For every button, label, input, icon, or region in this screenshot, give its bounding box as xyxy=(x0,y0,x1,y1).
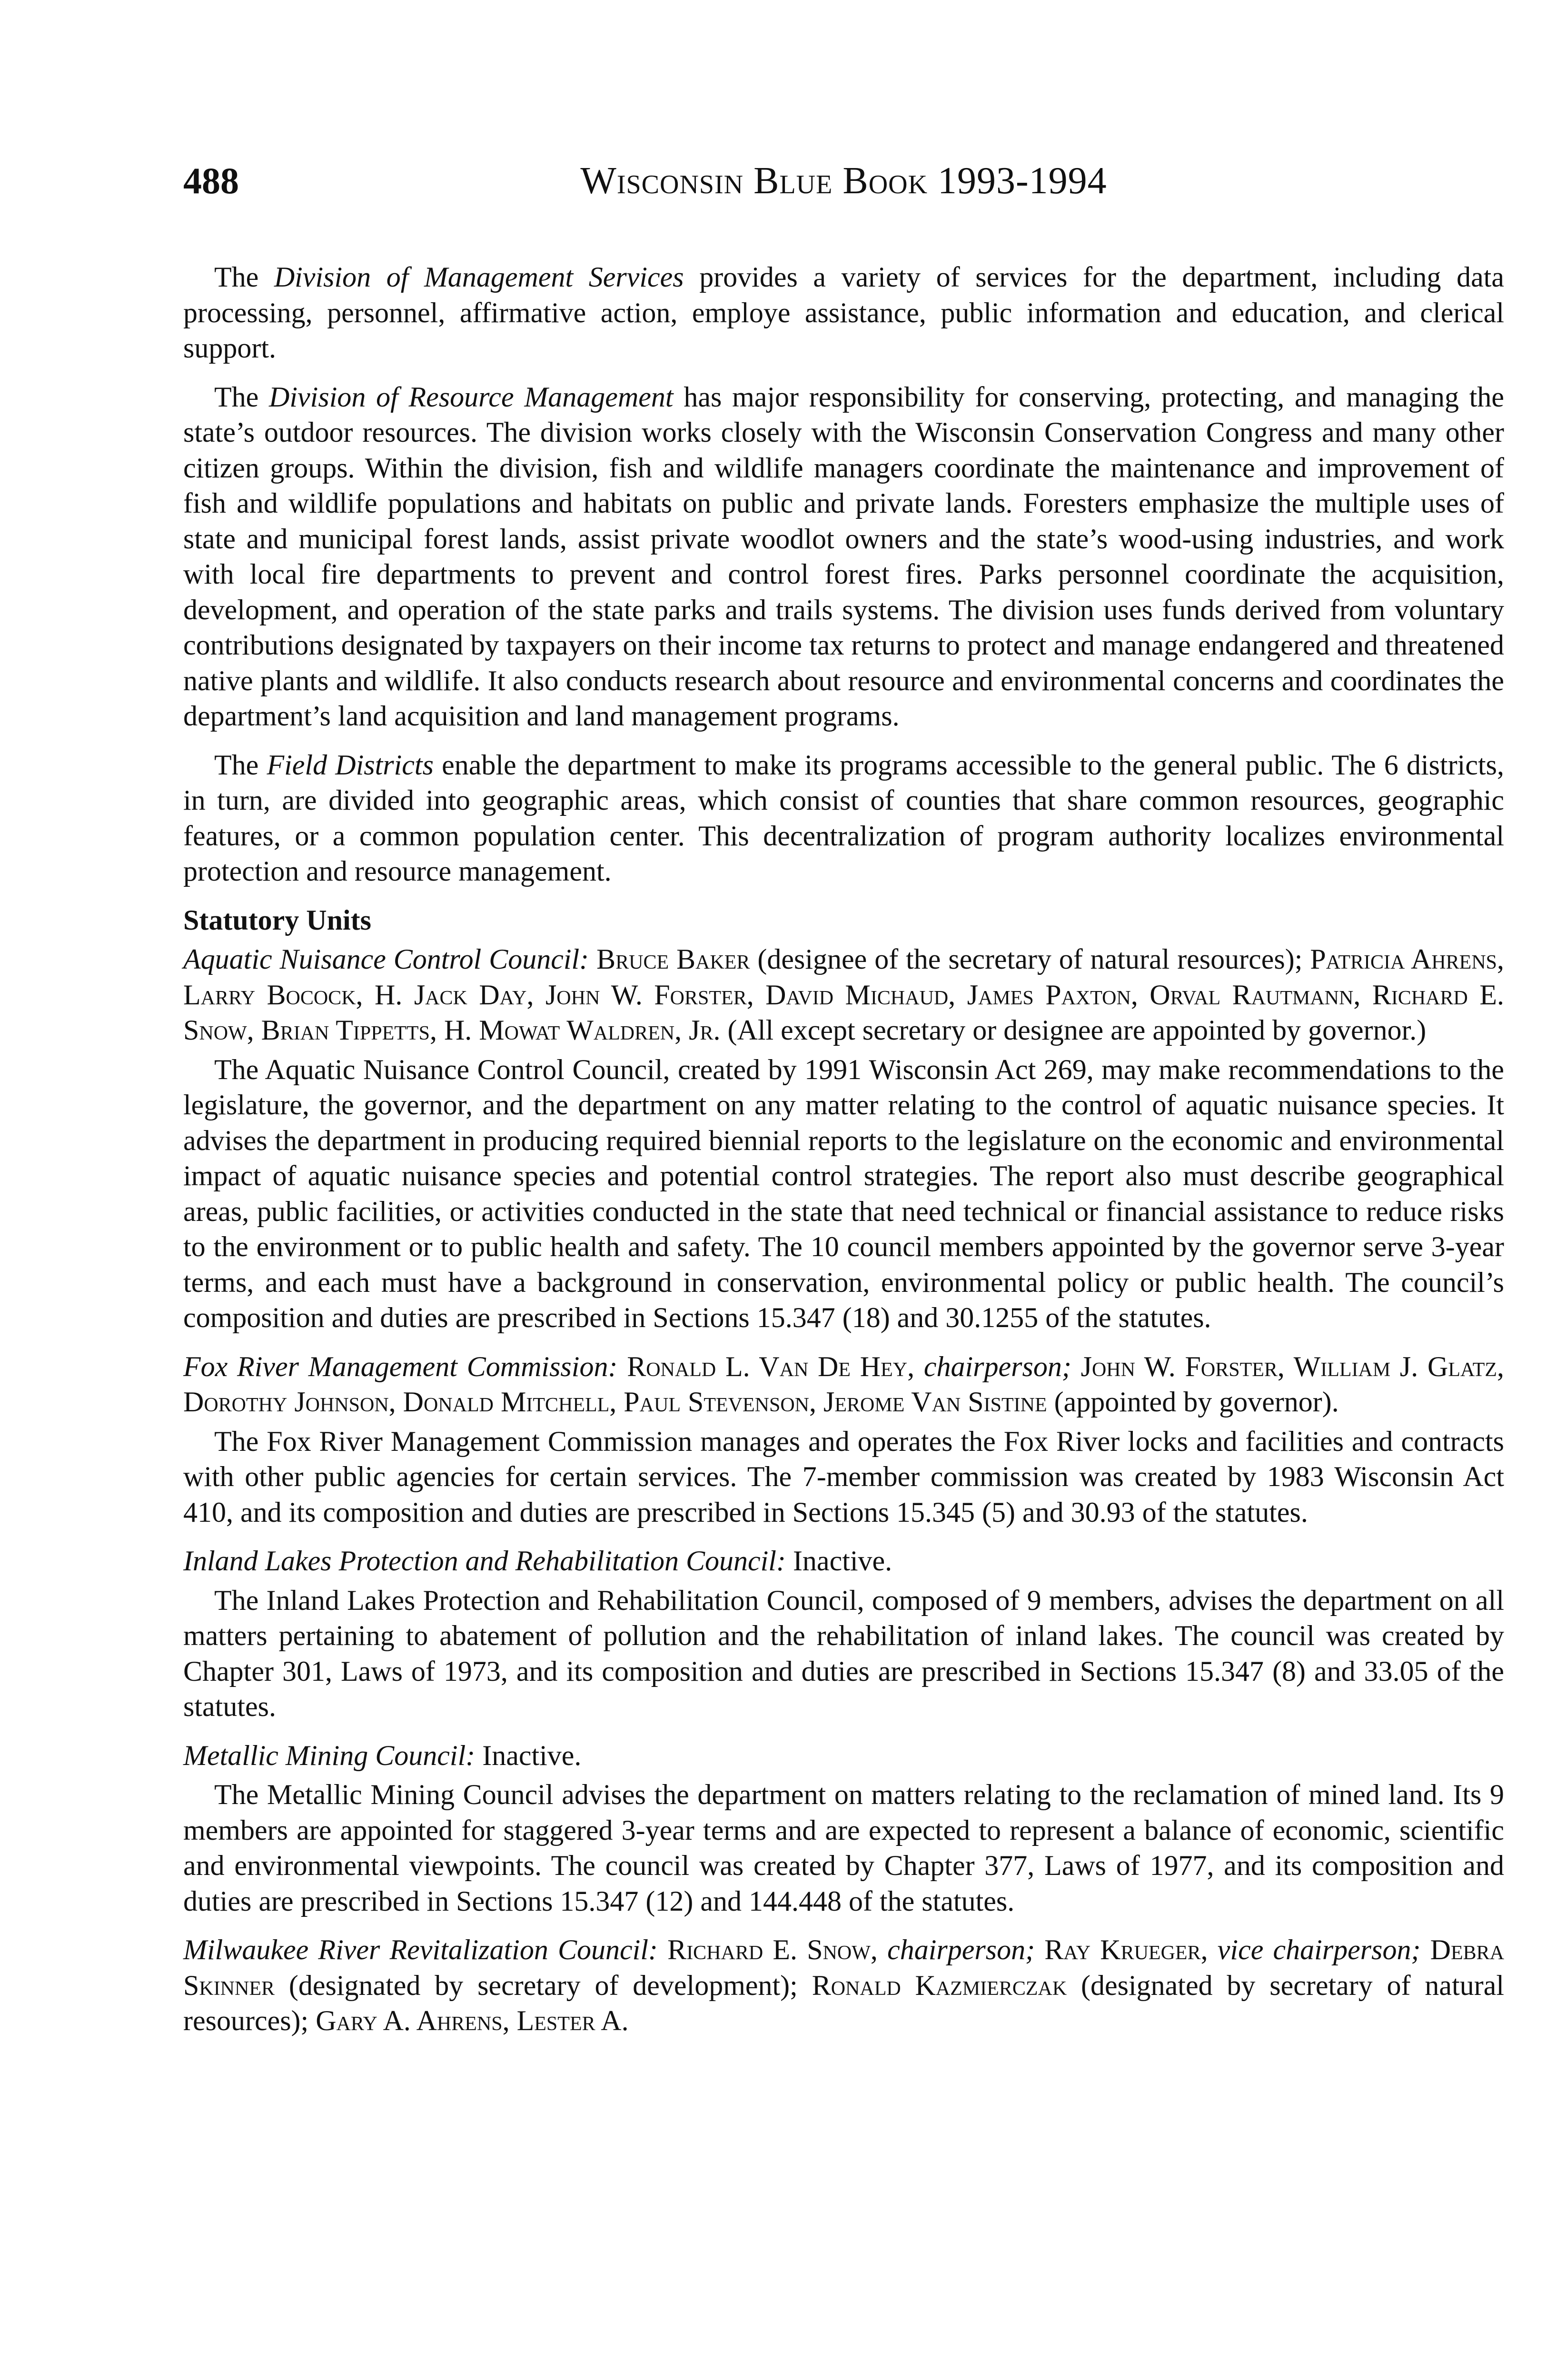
paragraph-text: enable the department to make its programs accessible to the general public. The 6 districts, in turn, are divided into geographic areas, which consist of counties that share common resources, geographic features, or a common population center. This decentralization of program authority localizes environmental protection and resource management. xyxy=(183,749,1505,887)
unit-member: Ronald Kazmierczak xyxy=(812,1969,1067,2001)
unit-member-note: (designated by secretary of natural resources); xyxy=(183,1969,1505,2036)
unit-members: Patricia Ahrens, Larry Bocock, H. Jack Day, John W. Forster, David Michaud, James Paxton, Orval Rautmann, Richard E. Snow, Brian Tippetts, H. Mowat Waldren, Jr. xyxy=(183,943,1505,1046)
division-name: Division of Resource Management xyxy=(269,381,674,413)
unit-name: Milwaukee River Revitalization Council: xyxy=(183,1934,658,1965)
paragraph-text: provides a variety of services for the department, including data processing, personnel, affirmative action, employe assistance, public information and education, and clerical support. xyxy=(183,261,1504,364)
unit-name: Fox River Management Commission: xyxy=(183,1350,618,1382)
unit-aquatic-header xyxy=(183,942,1504,1048)
unit-milwaukee-header xyxy=(183,1932,1504,2039)
unit-status: Inactive. xyxy=(482,1739,582,1771)
unit-metallic-header xyxy=(183,1738,1504,1774)
unit-inland-description: The Inland Lakes Protection and Rehabilitation Council, composed of 9 members, advises the department on all matters pertaining to abatement of pollution and the rehabilitation of inland lakes. The council was created by Chapter 301, Laws of 1973, and its composition and duties are prescribed in Sections 15.347 (8) and 33.05 of the statutes. xyxy=(183,1584,1504,1722)
unit-fox-header xyxy=(183,1349,1504,1420)
paragraph-resource-management xyxy=(183,379,1504,734)
unit-aquatic-description: The Aquatic Nuisance Control Council, created by 1991 Wisconsin Act 269, may make recommendations to the legislature, the governor, and the department on any matter relating to the control of aquatic nuisance species. It advises the department in producing required biennial reports to the legislature on the economic and environmental impact of aquatic nuisance species and potential control strategies. The report also must describe geographical areas, public facilities, or activities conducted in the state that need technical or financial assistance to reduce risks to the environment or to public health and safety. The 10 council members appointed by the governor serve 3-year terms, and each must have a background in conservation, environmental policy or public health. The council’s composition and duties are prescribed in Sections 15.347 (18) and 30.1255 of the statutes. xyxy=(183,1053,1504,1333)
paragraph-lead: The xyxy=(214,381,259,413)
unit-name: Metallic Mining Council: xyxy=(183,1739,476,1771)
page-number: 488 xyxy=(183,160,239,201)
unit-note: (appointed by governor). xyxy=(1054,1386,1339,1418)
running-title: Wisconsin Blue Book 1993-1994 xyxy=(580,160,1107,202)
paragraph-field-districts xyxy=(183,747,1504,889)
unit-status: Inactive. xyxy=(793,1545,892,1577)
unit-note: (All except secretary or designee are appointed by governor.) xyxy=(727,1014,1427,1046)
unit-name: Aquatic Nuisance Control Council: xyxy=(183,943,589,975)
paragraph-management-services xyxy=(183,259,1504,366)
unit-name: Inland Lakes Protection and Rehabilitation Council: xyxy=(183,1545,786,1577)
unit-chair: Ronald L. Van De Hey, xyxy=(627,1350,915,1382)
division-name: Division of Management Services xyxy=(274,261,684,293)
unit-vice-chair: Ray Krueger, xyxy=(1044,1934,1208,1965)
page-header xyxy=(183,157,1504,214)
statutory-units-heading: Statutory Units xyxy=(183,904,372,936)
unit-members: John W. Forster, William J. Glatz, Dorothy Johnson, Donald Mitchell, Paul Stevenson, Jerome Van Sistine xyxy=(183,1350,1505,1418)
unit-metallic-description: The Metallic Mining Council advises the department on matters relating to the reclamation of mined land. Its 9 members are appointed for staggered 3-year terms and are expected to represent a balance of economic, scientific and environmental viewpoints. The council was created by Chapter 377, Laws of 1977, and its composition and duties are prescribed in Sections 15.347 (12) and 144.448 of the statutes. xyxy=(183,1779,1504,1917)
unit-vice-role: vice chairperson; xyxy=(1217,1934,1421,1965)
unit-chair: Bruce Baker xyxy=(596,943,750,975)
unit-chair-note: (designee of the secretary of natural resources); xyxy=(757,943,1303,975)
division-name: Field Districts xyxy=(267,749,434,781)
paragraph-lead: The xyxy=(214,261,259,293)
unit-chair-role: chairperson; xyxy=(923,1350,1071,1382)
unit-member-note: (designated by secretary of development); xyxy=(288,1969,798,2001)
paragraph-lead: The xyxy=(214,749,259,781)
unit-fox-description: The Fox River Management Commission manages and operates the Fox River locks and facilities and contracts with other public agencies for certain services. The 7-member commission was created by 1983 Wisconsin Act 410, and its composition and duties are prescribed in Sections 15.345 (5) and 30.93 of the statutes. xyxy=(183,1425,1504,1528)
unit-member: Gary A. Ahrens, Lester A. xyxy=(316,2005,629,2036)
body-text xyxy=(183,259,1504,2043)
paragraph-text: has major responsibility for conserving, protecting, and managing the state’s outdoor resources. The division works closely with the Wisconsin Conservation Congress and many other citizen groups. Within the division, fish and wildlife managers coordinate the maintenance and improvement of fish and wildlife populations and habitats on public and private lands. Foresters emphasize the multiple uses of state and municipal forest lands, assist private woodlot owners and the state’s wood-using industries, and work with local fire departments to prevent and control forest fires. Parks personnel coordinate the acquisition, development, and operation of the state parks and trails systems. The division uses funds derived from voluntary contributions designated by taxpayers on their income tax returns to protect and manage endangered and threatened native plants and wildlife. It also conducts research about resource and environmental concerns and coordinates the department’s land acquisition and land management programs. xyxy=(183,381,1505,732)
unit-chair: Richard E. Snow, xyxy=(667,1934,878,1965)
unit-chair-role: chairperson; xyxy=(887,1934,1035,1965)
unit-inland-header xyxy=(183,1543,1504,1579)
unit-member: Debra Skinner xyxy=(183,1934,1505,2001)
